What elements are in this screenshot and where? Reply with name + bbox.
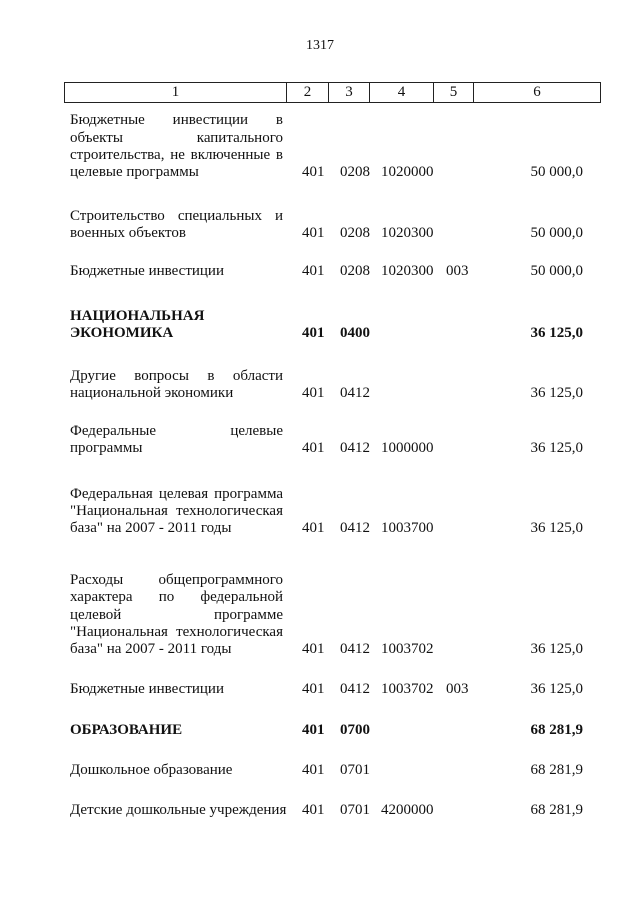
table-row [0, 572, 640, 659]
row-description [70, 308, 283, 343]
table-row [0, 722, 640, 739]
description-line: объекты капитального [70, 129, 283, 146]
cell-c6: 36 125,0 [530, 325, 583, 342]
cell-c6: 36 125,0 [530, 681, 583, 698]
cell-c3: 0412 [340, 681, 370, 698]
cell-c5: 003 [446, 681, 469, 698]
row-description [70, 263, 283, 280]
description-line: Бюджетные инвестиции [70, 263, 224, 280]
description-line: НАЦИОНАЛЬНАЯ [70, 308, 205, 325]
cell-c6: 68 281,9 [530, 802, 583, 819]
cell-c4: 1020300 [381, 225, 434, 242]
description-line: военных объектов [70, 225, 186, 242]
table-header [64, 82, 601, 103]
description-line: целевые программы [70, 164, 199, 181]
cell-c3: 0208 [340, 263, 370, 280]
cell-c6: 50 000,0 [530, 164, 583, 181]
cell-c3: 0412 [340, 440, 370, 457]
cell-c4: 1003700 [381, 520, 434, 537]
cell-c2: 401 [302, 164, 325, 181]
cell-c2: 401 [302, 263, 325, 280]
header-col-2: 2 [286, 83, 328, 102]
table-row [0, 112, 640, 181]
cell-c2: 401 [302, 762, 325, 779]
cell-c4: 1003702 [381, 681, 434, 698]
cell-c6: 50 000,0 [530, 225, 583, 242]
cell-c3: 0412 [340, 641, 370, 658]
description-line: национальной экономики [70, 385, 234, 402]
description-line: программы [70, 440, 143, 457]
cell-c3: 0412 [340, 385, 370, 402]
cell-c3: 0208 [340, 225, 370, 242]
description-line: Строительство специальных и [70, 208, 283, 225]
table-row [0, 208, 640, 243]
row-description [70, 572, 283, 658]
header-col-5: 5 [433, 83, 473, 102]
cell-c2: 401 [302, 520, 325, 537]
description-line: "Национальная технологическая [70, 503, 283, 520]
cell-c6: 36 125,0 [530, 440, 583, 457]
cell-c6: 36 125,0 [530, 641, 583, 658]
cell-c2: 401 [302, 681, 325, 698]
row-description [70, 802, 287, 819]
description-line: Дошкольное образование [70, 762, 233, 779]
description-line: целевой программе [70, 606, 283, 623]
cell-c4: 1020000 [381, 164, 434, 181]
row-description [70, 722, 283, 739]
description-line: Другие вопросы в области [70, 368, 283, 385]
cell-c2: 401 [302, 440, 325, 457]
cell-c3: 0701 [340, 762, 370, 779]
cell-c6: 68 281,9 [530, 722, 583, 739]
cell-c3: 0701 [340, 802, 370, 819]
description-line: база" на 2007 - 2011 годы [70, 641, 232, 658]
row-description [70, 681, 283, 698]
description-line: ОБРАЗОВАНИЕ [70, 722, 183, 739]
cell-c4: 1020300 [381, 263, 434, 280]
cell-c2: 401 [302, 722, 325, 739]
cell-c4: 4200000 [381, 802, 434, 819]
row-description [70, 112, 283, 181]
cell-c4: 1000000 [381, 440, 434, 457]
description-line: Детские дошкольные учреждения [70, 802, 287, 819]
description-line: Федеральные целевые [70, 423, 283, 440]
table-row [0, 263, 640, 280]
description-line: база" на 2007 - 2011 годы [70, 520, 232, 537]
table-row [0, 802, 640, 819]
header-col-4: 4 [369, 83, 433, 102]
table-row [0, 681, 640, 698]
header-col-6: 6 [473, 83, 600, 102]
row-description [70, 368, 283, 403]
description-line: характера по федеральной [70, 589, 283, 606]
table-row [0, 308, 640, 343]
page-number: 1317 [306, 38, 334, 53]
description-line: Федеральная целевая программа [70, 485, 283, 502]
cell-c3: 0412 [340, 520, 370, 537]
description-line: строительства, не включенные в [70, 147, 283, 164]
description-line: ЭКОНОМИКА [70, 325, 174, 342]
cell-c2: 401 [302, 385, 325, 402]
table-row [0, 423, 640, 458]
table-row [0, 486, 640, 538]
description-line: "Национальная технологическая [70, 624, 283, 641]
cell-c5: 003 [446, 263, 469, 280]
row-description [70, 208, 283, 243]
header-col-3: 3 [328, 83, 369, 102]
cell-c6: 36 125,0 [530, 520, 583, 537]
cell-c6: 50 000,0 [530, 263, 583, 280]
description-line: Бюджетные инвестиции [70, 681, 224, 698]
cell-c3: 0700 [340, 722, 370, 739]
cell-c3: 0208 [340, 164, 370, 181]
cell-c2: 401 [302, 325, 325, 342]
row-description [70, 423, 283, 458]
header-col-1: 1 [171, 84, 180, 100]
description-line: Расходы общепрограммного [70, 572, 283, 589]
description-line: Бюджетные инвестиции в [70, 112, 283, 129]
row-description [70, 762, 283, 779]
cell-c6: 36 125,0 [530, 385, 583, 402]
cell-c2: 401 [302, 802, 325, 819]
cell-c2: 401 [302, 225, 325, 242]
cell-c2: 401 [302, 641, 325, 658]
row-description [70, 486, 283, 538]
cell-c4: 1003702 [381, 641, 434, 658]
cell-c3: 0400 [340, 325, 370, 342]
table-row [0, 762, 640, 779]
cell-c6: 68 281,9 [530, 762, 583, 779]
table-row [0, 368, 640, 403]
